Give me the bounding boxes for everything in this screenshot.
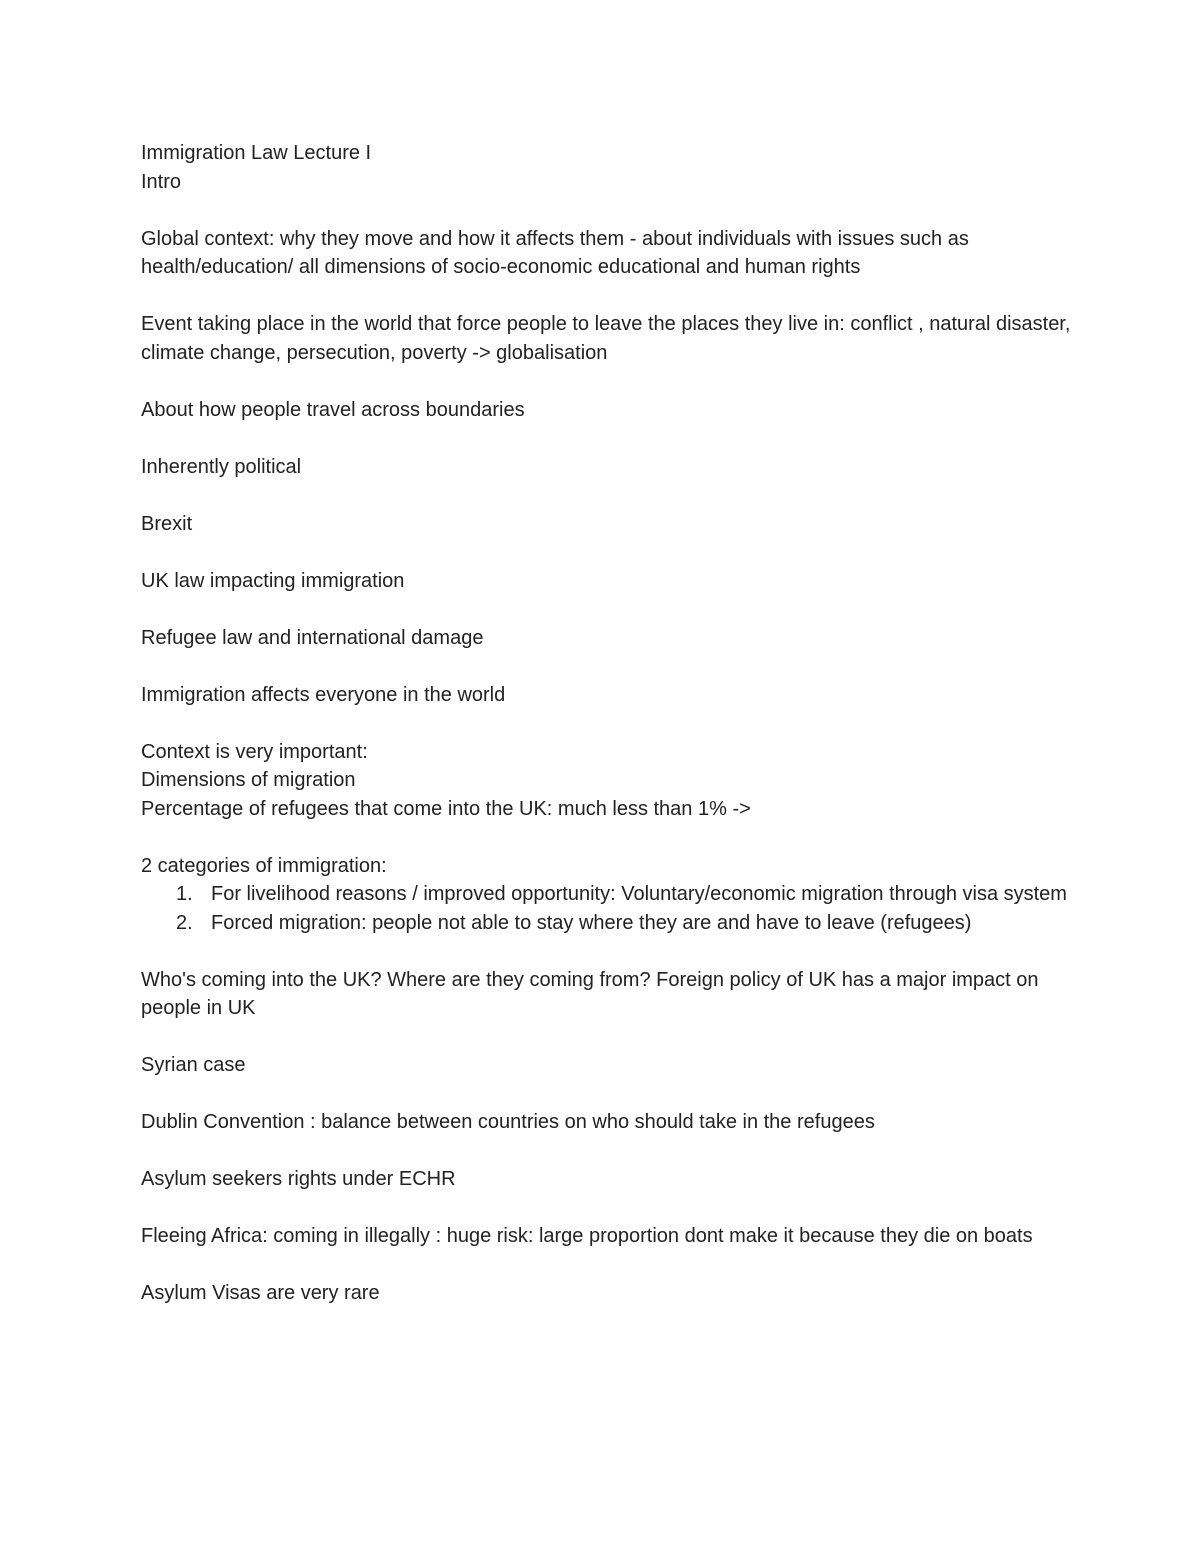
paragraph-global-context: Global context: why they move and how it affects them - about individuals with issues such as health/education/ all dimensions of socio-economic educational and human rights [141, 227, 969, 278]
spacer [141, 538, 1071, 567]
paragraph-political: Inherently political [141, 455, 302, 478]
paragraph-affects-everyone: Immigration affects everyone in the world [141, 683, 506, 706]
document-body [141, 139, 1071, 1308]
document-title: Immigration Law Lecture I [141, 142, 372, 164]
spacer [141, 1194, 1071, 1223]
categories-list [141, 880, 1071, 937]
spacer [141, 1251, 1071, 1280]
paragraph-dublin: Dublin Convention : balance between countries on who should take in the refugees [141, 1111, 875, 1133]
paragraph-context-important: Context is very important: [141, 740, 368, 763]
paragraph-echr: Asylum seekers rights under ECHR [141, 1168, 456, 1190]
paragraph-whos-coming: Who's coming into the UK? Where are they coming from? Foreign policy of UK has a major impact on people in UK [141, 968, 1039, 1019]
paragraph-brexit: Brexit [141, 512, 193, 535]
spacer [141, 823, 1071, 852]
spacer [141, 937, 1071, 966]
list-number: 1. [176, 883, 193, 905]
spacer [141, 481, 1071, 510]
paragraph-boundaries: About how people travel across boundaries [141, 398, 525, 421]
spacer [141, 1023, 1071, 1052]
paragraph-percentage: Percentage of refugees that come into the UK: much less than 1% -> [141, 797, 751, 820]
spacer [141, 1137, 1071, 1166]
spacer [141, 595, 1071, 624]
spacer [141, 652, 1071, 681]
spacer [141, 196, 1071, 225]
spacer [141, 709, 1071, 738]
list-item-text: Forced migration: people not able to stay where they are and have to leave (refugees) [211, 911, 972, 934]
list-number: 2. [176, 911, 193, 934]
paragraph-events: Event taking place in the world that force people to leave the places they live in: conflict , natural disaster, climate change, persecution, poverty -> globalisation [141, 313, 1071, 364]
list-item-text: For livelihood reasons / improved opportunity: Voluntary/economic migration through visa system [211, 883, 1067, 905]
spacer [141, 1080, 1071, 1109]
paragraph-refugee-law: Refugee law and international damage [141, 626, 484, 649]
paragraph-uk-law: UK law impacting immigration [141, 569, 405, 592]
list-item [141, 880, 1071, 909]
spacer [141, 282, 1071, 311]
paragraph-dimensions: Dimensions of migration [141, 769, 356, 791]
paragraph-categories-heading: 2 categories of immigration: [141, 854, 387, 877]
spacer [141, 424, 1071, 453]
spacer [141, 367, 1071, 396]
paragraph-visas: Asylum Visas are very rare [141, 1282, 380, 1304]
document-subtitle: Intro [141, 170, 182, 193]
paragraph-syrian: Syrian case [141, 1054, 246, 1076]
list-item [141, 909, 1071, 938]
paragraph-fleeing: Fleeing Africa: coming in illegally : huge risk: large proportion dont make it because they die on boats [141, 1225, 1033, 1247]
